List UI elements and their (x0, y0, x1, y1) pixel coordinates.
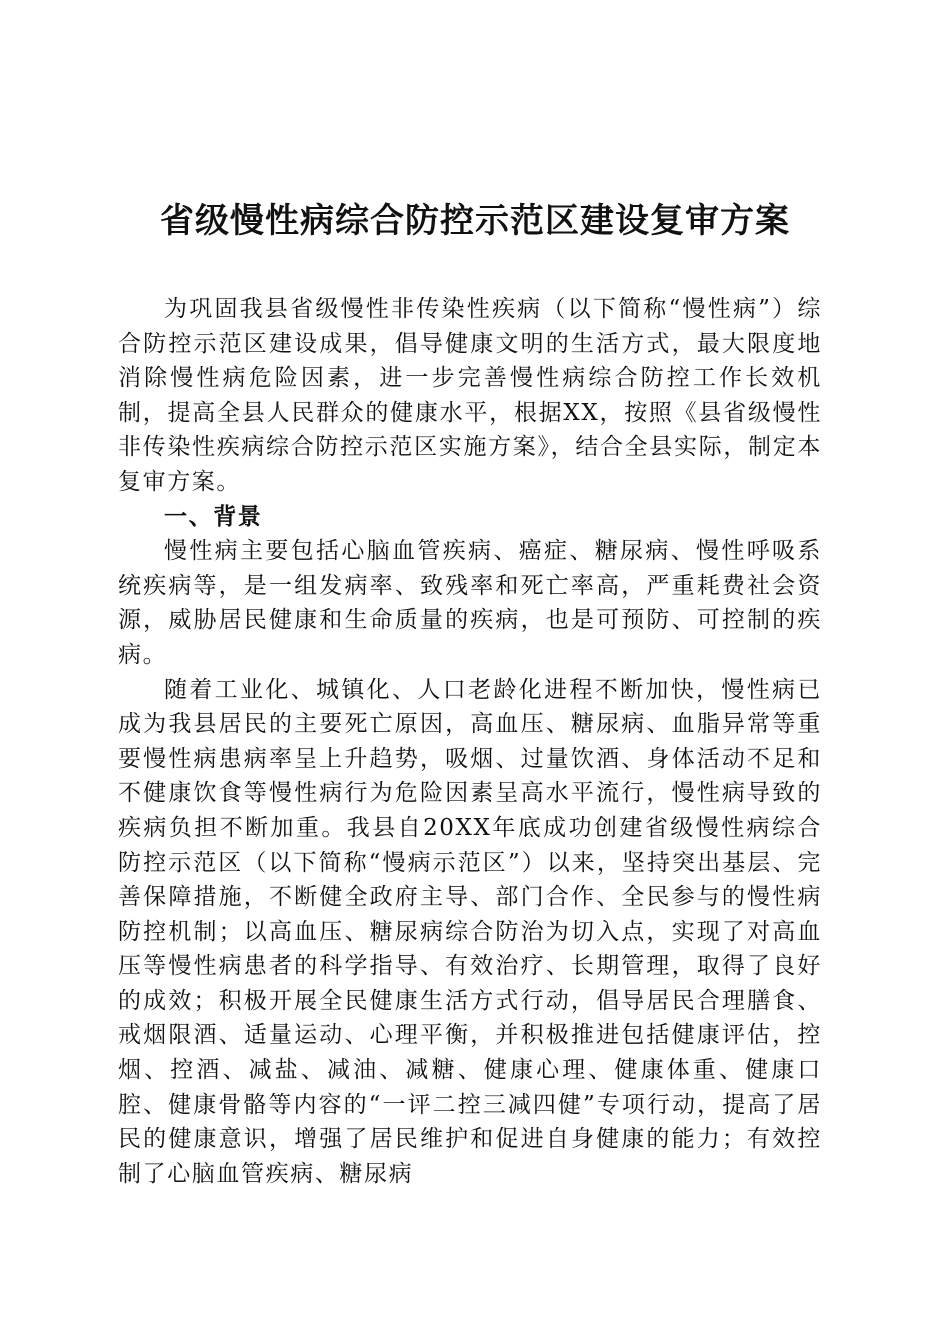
background-paragraph-2: 随着工业化、城镇化、人口老龄化进程不断加快，慢性病已成为我县居民的主要死亡原因，高血压、糖尿病、血脂异常等重要慢性病患病率呈上升趋势，吸烟、过量饮酒、身体活动不足和不健康饮食等慢性病行为危险因素呈高水平流行，慢性病导致的疾病负担不断加重。我县自20XX年底成功创建省级慢性病综合防控示范区（以下简称“慢病示范区”）以来，坚持突出基层、完善保障措施，不断健全政府主导、部门合作、全民参与的慢性病防控机制；以高血压、糖尿病综合防治为切入点，实现了对高血压等慢性病患者的科学指导、有效治疗、长期管理，取得了良好的成效；积极开展全民健康生活方式行动，倡导居民合理膳食、戒烟限酒、适量运动、心理平衡，并积极推进包括健康评估，控烟、控酒、减盐、减油、减糖、健康心理、健康体重、健康口腔、健康骨骼等内容的“一评二控三减四健”专项行动，提高了居民的健康意识，增强了居民维护和促进自身健康的能力；有效控制了心脑血管疾病、糖尿病 (118, 676, 822, 1187)
intro-paragraph: 为巩固我县省级慢性非传染性疾病（以下简称“慢性病”）综合防控示范区建设成果，倡导健康文明的生活方式，最大限度地消除慢性病危险因素，进一步完善慢性病综合防控工作长效机制，提高全县人民群众的健康水平，根据XX，按照《县省级慢性非传染性疾病综合防控示范区实施方案》，结合全县实际，制定本复审方案。 (118, 296, 822, 495)
document-body (118, 292, 822, 1191)
background-paragraph-1: 慢性病主要包括心脑血管疾病、癌症、糖尿病、慢性呼吸系统疾病等，是一组发病率、致残率和死亡率高，严重耗费社会资源，威胁居民健康和生命质量的疾病，也是可预防、可控制的疾病。 (118, 538, 822, 668)
section-heading-background: 一、背景 (164, 502, 263, 530)
document-title: 省级慢性病综合防控示范区建设复审方案 (160, 201, 790, 241)
